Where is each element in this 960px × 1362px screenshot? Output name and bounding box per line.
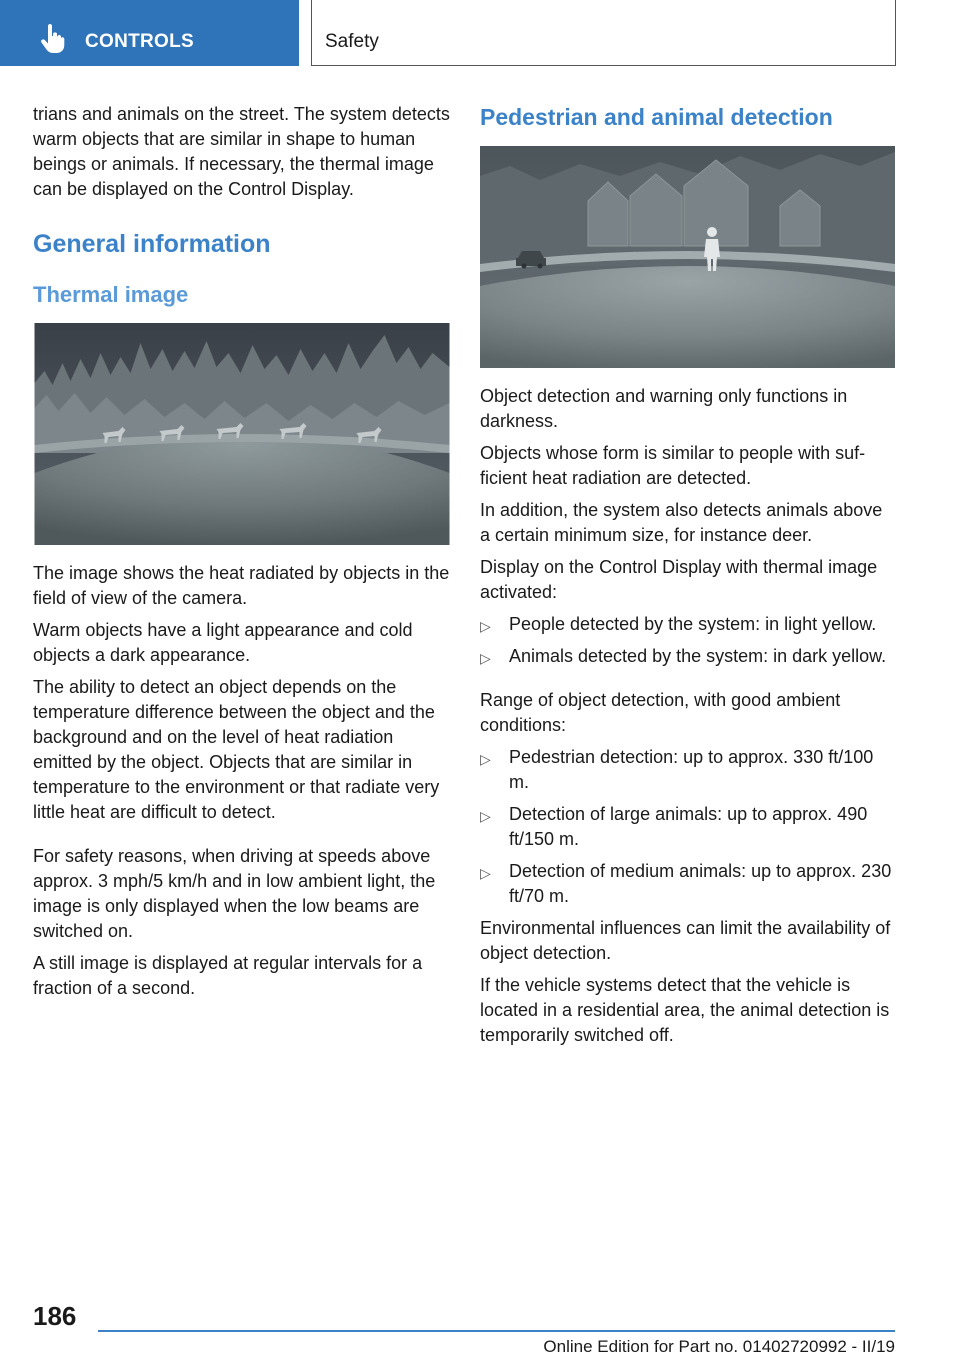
intro-paragraph: trians and animals on the street. The system detects warm objects that are similar in shape to human beings or animals. If necessary, the thermal image can be displayed on the Control Display. xyxy=(33,104,450,199)
detection-color-list xyxy=(480,612,895,669)
paragraph-still-image: A still image is displayed at regular intervals for a fraction of a second. xyxy=(33,953,423,998)
paragraph-detection-ability: The ability to detect an object depends on the temperature difference between the object and the background and on the level of heat radiation emitted by the object. Objects that are similar in temperature to the environment or that radiate very little heat are difficult to detect. xyxy=(33,677,440,822)
pointing-hand-icon xyxy=(40,24,66,54)
chapter-box xyxy=(311,0,896,66)
triangle-bullet-icon: ▷ xyxy=(480,618,491,634)
paragraph-darkness-only: Object detection and warning only functions in darkness. xyxy=(480,386,848,431)
list-item: ▷ Detection of medium animals: up to approx. 230 ft/70 m. xyxy=(480,861,892,906)
triangle-bullet-icon: ▷ xyxy=(480,751,491,767)
heading-thermal-image: Thermal image xyxy=(33,282,189,307)
heading-general-information: General information xyxy=(33,230,271,258)
paragraph-display-activated: Display on the Control Display with thermal image activated: xyxy=(480,557,878,602)
list-item: ▷ Animals detected by the system: in dark yellow. xyxy=(480,644,895,669)
paragraph-warm-objects: Warm objects have a light appearance and cold objects a dark appearance. xyxy=(33,620,413,665)
paragraph-safety-reasons: For safety reasons, when driving at speeds above approx. 3 mph/5 km/h and in low ambient light, the image is only displayed when the low beams are switched on. xyxy=(33,846,436,941)
chapter-title: Safety xyxy=(325,31,379,52)
footer-rule xyxy=(98,1330,895,1332)
thermal-image-figure xyxy=(33,323,451,545)
paragraph-environmental-influences: Environmental influences can limit the availability of object detection. xyxy=(480,918,891,963)
paragraph-residential-area: If the vehicle systems detect that the vehicle is located in a residential area, the animal detection is temporarily switched off. xyxy=(480,975,890,1045)
paragraph-animals-detected: In addition, the system also detects animals above a certain minimum size, for instance deer. xyxy=(480,500,883,545)
detection-range-list xyxy=(480,745,895,909)
triangle-bullet-icon: ▷ xyxy=(480,808,491,824)
pedestrian-detection-figure xyxy=(480,146,895,368)
list-item: ▷ Detection of large animals: up to approx. 490 ft/150 m. xyxy=(480,804,868,849)
paragraph-people-detected: Objects whose form is similar to people with sufficient heat radiation are detected. xyxy=(480,443,866,488)
heading-pedestrian-animal-detection: Pedestrian and animal detection xyxy=(480,104,833,130)
list-item: ▷ People detected by the system: in light yellow. xyxy=(480,612,895,637)
paragraph-heat-radiated: The image shows the heat radiated by objects in the field of view of the camera. xyxy=(33,563,450,608)
list-item: ▷ Pedestrian detection: up to approx. 330 ft/100 m. xyxy=(480,747,874,792)
footer-edition: Online Edition for Part no. 01402720992 - II/19 xyxy=(543,1337,895,1356)
paragraph-range: Range of object detection, with good ambient conditions: xyxy=(480,690,841,735)
section-title: CONTROLS xyxy=(85,31,195,52)
triangle-bullet-icon: ▷ xyxy=(480,650,491,666)
right-column xyxy=(480,102,895,1048)
section-tab xyxy=(0,0,299,66)
left-column xyxy=(33,102,451,1001)
triangle-bullet-icon: ▷ xyxy=(480,865,491,881)
page-number: 186 xyxy=(33,1301,77,1331)
